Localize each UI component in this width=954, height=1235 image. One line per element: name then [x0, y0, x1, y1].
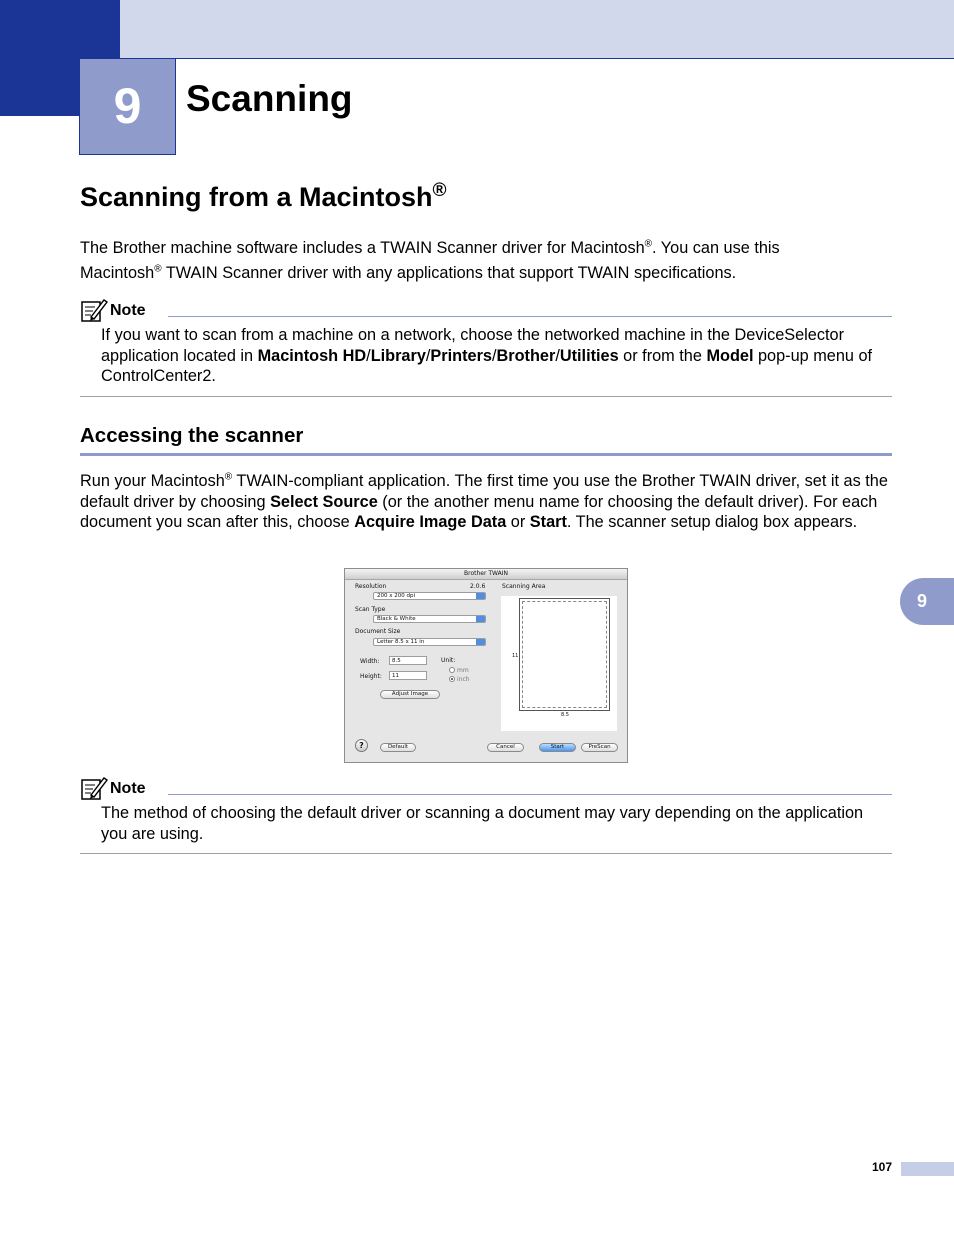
scan-page-inner	[522, 601, 607, 708]
note-body-1	[101, 325, 893, 387]
unit-label: Unit:	[441, 657, 456, 664]
section-title-sup: ®	[432, 180, 447, 201]
path-macintosh-hd: Macintosh HD	[257, 346, 367, 365]
note-pencil-icon	[80, 775, 108, 801]
intro-paragraph-line2	[80, 263, 892, 284]
note-label: Note	[110, 780, 146, 797]
intro-sup-1: ®	[644, 238, 653, 250]
body-text-1: Run your Macintosh	[80, 472, 225, 490]
note-rule	[168, 316, 892, 317]
scan-type-select[interactable]	[373, 615, 486, 623]
height-label: Height:	[360, 673, 382, 680]
note-body-2: The method of choosing the default driver or scanning a document may vary depending on the application you are using.	[101, 804, 864, 843]
path-brother: Brother	[496, 346, 556, 365]
intro-sup-2: ®	[154, 263, 162, 275]
unit-mm-radio[interactable]	[449, 667, 455, 673]
scanning-area-label: Scanning Area	[502, 583, 546, 590]
body-text-4: or	[506, 513, 530, 531]
note-end-rule-2	[80, 853, 892, 854]
area-height-mark: 11	[512, 653, 519, 659]
section-title	[80, 182, 447, 213]
header-band-light	[120, 0, 954, 59]
path-sep: /	[555, 346, 560, 365]
note-header-2	[80, 775, 892, 801]
intro-text-3: Macintosh	[80, 264, 155, 282]
subsection-title: Accessing the scanner	[80, 424, 304, 447]
section-title-text: Scanning from a Macintosh	[80, 182, 433, 212]
scan-type-value: Black & White	[377, 616, 416, 622]
subsection-rule	[80, 453, 892, 456]
model-menu-name: Model	[706, 346, 754, 365]
note-end-rule-1	[80, 396, 892, 397]
brother-twain-dialog	[344, 568, 628, 763]
path-sep: /	[491, 346, 497, 365]
note-pencil-icon	[80, 297, 108, 323]
path-utilities: Utilities	[559, 346, 619, 365]
unit-inch-label: inch	[457, 676, 470, 683]
acquire-image-data-term: Acquire Image Data	[354, 513, 507, 531]
unit-mm-label: mm	[457, 667, 469, 674]
note1-text-3: pop-up menu of ControlCenter2.	[101, 346, 873, 385]
scan-type-label: Scan Type	[355, 606, 386, 613]
resolution-value: 200 x 200 dpi	[377, 593, 416, 599]
chevron-updown-icon	[476, 639, 485, 645]
chevron-updown-icon	[476, 593, 485, 599]
cancel-button[interactable]: Cancel	[487, 743, 524, 752]
width-value: 8.5	[392, 658, 401, 664]
prescan-button[interactable]: PreScan	[581, 743, 618, 752]
page-footer-bar	[901, 1162, 954, 1176]
path-library: Library	[370, 346, 426, 365]
body-sup: ®	[224, 471, 233, 483]
note-label: Note	[110, 302, 146, 319]
start-button[interactable]: Start	[539, 743, 576, 752]
path-printers: Printers	[430, 346, 492, 365]
document-size-label: Document Size	[355, 628, 401, 635]
note1-text-1: If you want to scan from a machine on a network, choose the networked machine in the DeviceSelector application located in	[101, 326, 844, 365]
body-paragraph	[80, 471, 892, 533]
path-sep: /	[366, 346, 371, 365]
chevron-updown-icon	[476, 616, 485, 622]
page-number: 107	[871, 1160, 892, 1174]
note-rule	[168, 794, 892, 795]
document-size-value: Letter 8.5 x 11 in	[377, 639, 425, 645]
scan-page-outline	[519, 598, 610, 711]
width-label: Width:	[360, 658, 380, 665]
body-text-2: TWAIN-compliant application. The first time you use the Brother TWAIN driver, set it as the default driver by choosing	[80, 472, 888, 511]
body-text-5: . The scanner setup dialog box appears.	[566, 513, 858, 531]
adjust-image-button[interactable]: Adjust Image	[380, 690, 440, 699]
height-input[interactable]	[389, 671, 427, 680]
default-button[interactable]: Default	[380, 743, 416, 752]
select-source-term: Select Source	[270, 492, 378, 511]
chapter-number: 9	[79, 58, 176, 155]
intro-text-1: The Brother machine software includes a TWAIN Scanner driver for Macintosh	[80, 239, 645, 257]
path-sep: /	[425, 346, 431, 365]
start-term: Start	[529, 513, 567, 531]
help-button[interactable]: ?	[355, 739, 368, 752]
document-size-select[interactable]	[373, 638, 486, 646]
resolution-label: Resolution	[355, 583, 387, 590]
height-value: 11	[392, 673, 399, 679]
width-input[interactable]	[389, 656, 427, 665]
resolution-select[interactable]	[373, 592, 486, 600]
chapter-side-tab: 9	[900, 578, 954, 625]
version-label: 2.0.6	[470, 583, 486, 590]
area-width-mark: 8.5	[561, 712, 569, 718]
intro-text-2: . You can use this	[652, 239, 780, 257]
note1-text-2: or from the	[618, 346, 707, 365]
dialog-title: Brother TWAIN	[345, 569, 627, 580]
unit-inch-radio[interactable]	[449, 676, 455, 682]
intro-text-4: TWAIN Scanner driver with any applications that support TWAIN specifications.	[161, 264, 737, 282]
scanning-area-preview[interactable]	[501, 596, 617, 731]
chapter-title: Scanning	[186, 78, 353, 119]
intro-paragraph	[80, 238, 892, 259]
note-header-1	[80, 297, 892, 323]
body-text-3: (or the another menu name for choosing the default driver). For each document you scan after this, choose	[80, 492, 878, 531]
